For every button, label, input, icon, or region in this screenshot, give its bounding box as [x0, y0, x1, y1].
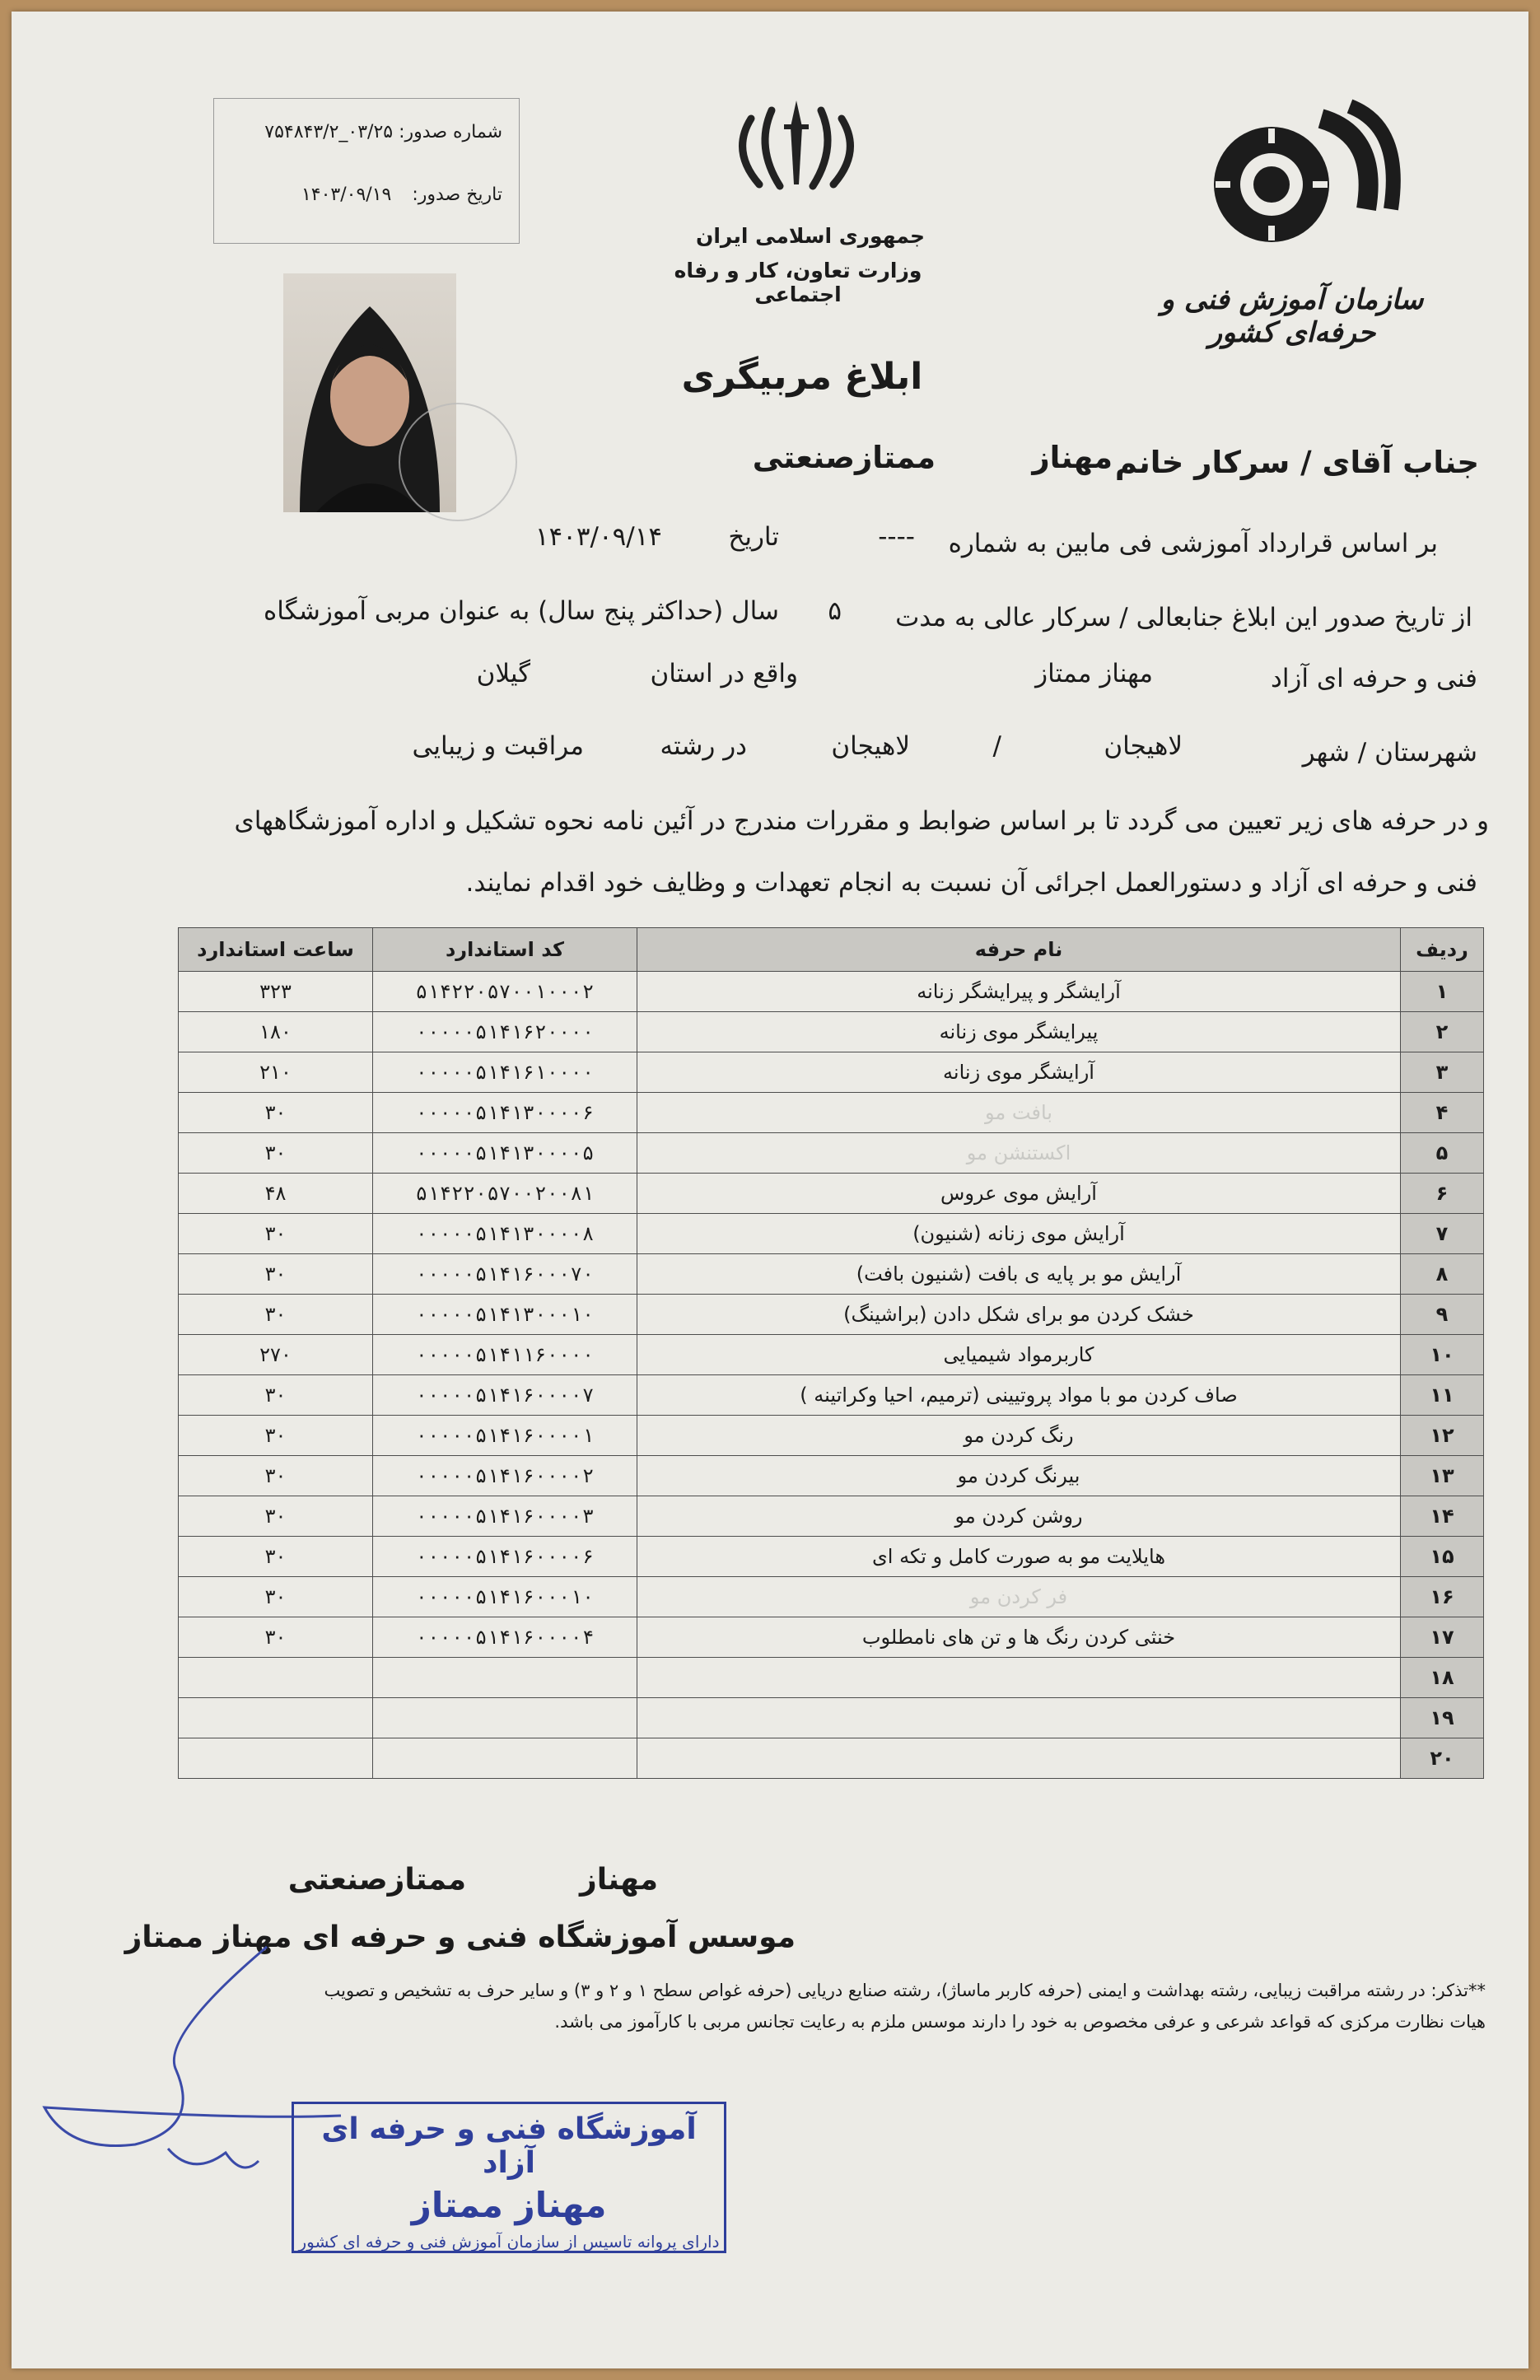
- iran-emblem-icon: [726, 94, 866, 201]
- standard-code: ۰۰۰۰۰۵۱۴۱۶۱۰۰۰۰: [373, 1052, 637, 1093]
- col-name-header: نام حرفه: [637, 928, 1401, 972]
- course-name: فر کردن مو: [637, 1577, 1401, 1617]
- standard-hours: ۳۰: [179, 1093, 373, 1133]
- course-name: رنگ کردن مو: [637, 1416, 1401, 1456]
- standard-code: ۰۰۰۰۰۵۱۴۱۳۰۰۰۰۸: [373, 1214, 637, 1254]
- course-name: صاف کردن مو با مواد پروتیینی (ترمیم، احیا وکراتینه ): [637, 1375, 1401, 1416]
- issue-date-value: ۱۴۰۳/۰۹/۱۹: [301, 184, 392, 205]
- field-label: در رشته: [660, 731, 747, 761]
- contract-date-value: ۱۴۰۳/۰۹/۱۴: [534, 522, 662, 552]
- col-row-header: ردیف: [1401, 928, 1484, 972]
- regulation-line-2: فنی و حرفه ای آزاد و دستورالعمل اجرائی آن نسبت به انجام تعهدات و وظایف خود اقدام نمایند.: [465, 868, 1477, 898]
- standard-code: ۰۰۰۰۰۵۱۴۱۳۰۰۰۰۶: [373, 1093, 637, 1133]
- table-row: [179, 1617, 1484, 1658]
- course-name: [637, 1738, 1401, 1779]
- course-name: آرایشگر موی زنانه: [637, 1052, 1401, 1093]
- gov-line-2: وزارت تعاون، کار و رفاه اجتماعی: [674, 259, 922, 306]
- course-name: [637, 1658, 1401, 1698]
- row-number: ۱۲: [1401, 1416, 1484, 1456]
- course-name: کاربرمواد شیمیایی: [637, 1335, 1401, 1375]
- course-name: آرایش مو بر پایه ی بافت (شنیون بافت): [637, 1254, 1401, 1295]
- table-row: [179, 1456, 1484, 1496]
- province-value: گیلان: [476, 659, 530, 688]
- course-name: خنثی کردن رنگ ها و تن های نامطلوب: [637, 1617, 1401, 1658]
- standard-code: ۰۰۰۰۰۵۱۴۱۶۰۰۰۰۴: [373, 1617, 637, 1658]
- standard-hours: ۴۸: [179, 1174, 373, 1214]
- standard-code: ۵۱۴۲۲۰۵۷۰۰۱۰۰۰۲: [373, 972, 637, 1012]
- contract-date-label: تاریخ: [728, 522, 779, 552]
- standard-code: ۰۰۰۰۰۵۱۴۱۳۰۰۰۱۰: [373, 1295, 637, 1335]
- gov-line-1: جمهوری اسلامی ایران: [696, 224, 925, 248]
- standard-hours: ۳۰: [179, 1375, 373, 1416]
- institute-label: فنی و حرفه ای آزاد: [1271, 664, 1477, 693]
- standard-hours: ۳۲۳: [179, 972, 373, 1012]
- institute-name: مهناز ممتاز: [1035, 659, 1153, 688]
- row-number: ۶: [1401, 1174, 1484, 1214]
- contract-number: ----: [878, 522, 915, 552]
- issue-number-value: ۰۳/۲۵_۷۵۴۸۴۳/۲: [264, 122, 394, 142]
- county-value: لاهیجان: [1104, 731, 1183, 761]
- row-number: ۱۴: [1401, 1496, 1484, 1537]
- row-number: ۱۸: [1401, 1658, 1484, 1698]
- standard-code: ۰۰۰۰۰۵۱۴۱۶۰۰۰۷۰: [373, 1254, 637, 1295]
- province-label: واقع در استان: [650, 659, 798, 688]
- tvto-name: سازمان آموزش فنی و حرفه‌ای کشور: [1160, 283, 1424, 349]
- course-name: روشن کردن مو: [637, 1496, 1401, 1537]
- row-number: ۱۳: [1401, 1456, 1484, 1496]
- regulation-line-1: و در حرفه های زیر تعیین می گردد تا بر اساس ضوابط و مقررات مندرج در آئین نامه نحوه تشکیل و اداره آموزشگاههای: [234, 806, 1489, 836]
- signer-first-name: مهناز: [580, 1863, 658, 1897]
- tvto-logo-icon: [1189, 86, 1403, 275]
- standard-hours: ۳۰: [179, 1456, 373, 1496]
- course-name: اکستنشن مو: [637, 1133, 1401, 1174]
- standard-code: ۰۰۰۰۰۵۱۴۱۶۰۰۰۰۶: [373, 1537, 637, 1577]
- standard-hours: ۳۰: [179, 1496, 373, 1537]
- col-hours-header: ساعت استاندارد: [179, 928, 373, 972]
- table-row: [179, 1133, 1484, 1174]
- stamp-line-1: آموزشگاه فنی و حرفه ای آزاد: [321, 2112, 697, 2180]
- table-row: [179, 1698, 1484, 1738]
- standard-code: [373, 1738, 637, 1779]
- table-body: [179, 972, 1484, 1779]
- row-number: ۸: [1401, 1254, 1484, 1295]
- table-row: [179, 1416, 1484, 1456]
- row-number: ۵: [1401, 1133, 1484, 1174]
- course-name: بافت مو: [637, 1093, 1401, 1133]
- founder-line: موسس آموزشگاه فنی و حرفه ای مهناز ممتاز: [124, 1920, 796, 1954]
- first-name: مهناز: [1032, 440, 1113, 475]
- row-number: ۲: [1401, 1012, 1484, 1052]
- row-number: ۷: [1401, 1214, 1484, 1254]
- row-number: ۱۱: [1401, 1375, 1484, 1416]
- standard-code: ۰۰۰۰۰۵۱۴۱۶۰۰۰۰۳: [373, 1496, 637, 1537]
- table-row: [179, 1214, 1484, 1254]
- field-value: مراقبت و زیبایی: [412, 731, 584, 761]
- photo-stamp: [399, 403, 517, 521]
- city-value: لاهیجان: [831, 731, 910, 761]
- institute-stamp: [292, 2102, 726, 2253]
- stamp-line-2: مهناز ممتاز: [411, 2185, 607, 2225]
- standard-hours: [179, 1738, 373, 1779]
- document-title: ابلاغ مربیگری: [681, 356, 923, 398]
- course-name: پیرایشگر موی زنانه: [637, 1012, 1401, 1052]
- signer-last-name: ممتازصنعتی: [287, 1863, 466, 1897]
- standard-code: ۰۰۰۰۰۵۱۴۱۶۰۰۰۰۷: [373, 1375, 637, 1416]
- footnote: **تذکر: در رشته مراقبت زیبایی، رشته بهداشت و ایمنی (حرفه کاربر ماساژ)، رشته صنایع دریایی (حرفه غواص سطح ۱ و ۲ و ۳) و سایر حرف به تشخیص و تصویب هیات نظارت مرکزی که قواعد شرعی و عرفی مخصوص به خود را دارند موسس ملزم به رعایت تجانس مربی با کارآموز می باشد.: [324, 1981, 1486, 2032]
- duration-suffix: سال (حداکثر پنج سال) به عنوان مربی آموزشگاه: [264, 596, 779, 626]
- course-name: هایلایت مو به صورت کامل و تکه ای: [637, 1537, 1401, 1577]
- table-row: [179, 1254, 1484, 1295]
- row-number: ۱۰: [1401, 1335, 1484, 1375]
- standard-code: ۰۰۰۰۰۵۱۴۱۶۲۰۰۰۰: [373, 1012, 637, 1052]
- table-row: [179, 1496, 1484, 1537]
- standard-code: ۰۰۰۰۰۵۱۴۱۳۰۰۰۰۵: [373, 1133, 637, 1174]
- table-row: [179, 1052, 1484, 1093]
- courses-table: [178, 927, 1484, 1779]
- standard-hours: ۳۰: [179, 1295, 373, 1335]
- table-row: [179, 1537, 1484, 1577]
- table-row: [179, 1093, 1484, 1133]
- standard-code: ۰۰۰۰۰۵۱۴۱۱۶۰۰۰۰: [373, 1335, 637, 1375]
- certificate-sheet: [12, 12, 1528, 2368]
- row-number: ۳: [1401, 1052, 1484, 1093]
- table-row: [179, 1738, 1484, 1779]
- table-row: [179, 1012, 1484, 1052]
- course-name: خشک کردن مو برای شکل دادن (براشینگ): [637, 1295, 1401, 1335]
- standard-hours: [179, 1658, 373, 1698]
- standard-hours: [179, 1698, 373, 1738]
- standard-hours: ۲۱۰: [179, 1052, 373, 1093]
- row-number: ۱۷: [1401, 1617, 1484, 1658]
- row-number: ۲۰: [1401, 1738, 1484, 1779]
- table-header-row: [179, 928, 1484, 972]
- standard-code: ۰۰۰۰۰۵۱۴۱۶۰۰۰۰۲: [373, 1456, 637, 1496]
- duration-value: ۵: [828, 596, 842, 626]
- table-row: [179, 1295, 1484, 1335]
- slash-separator: /: [992, 731, 1001, 761]
- course-name: آرایشگر و پیرایشگر زنانه: [637, 972, 1401, 1012]
- duration-text: از تاریخ صدور این ابلاغ جنابعالی / سرکار عالی به مدت: [895, 603, 1472, 632]
- salutation: جناب آقای / سرکار خانم: [1114, 445, 1479, 480]
- standard-hours: ۳۰: [179, 1537, 373, 1577]
- standard-hours: ۳۰: [179, 1254, 373, 1295]
- standard-hours: ۱۸۰: [179, 1012, 373, 1052]
- standard-code: ۰۰۰۰۰۵۱۴۱۶۰۰۰۱۰: [373, 1577, 637, 1617]
- issue-number-row: [264, 122, 502, 143]
- standard-hours: ۳۰: [179, 1577, 373, 1617]
- table-row: [179, 972, 1484, 1012]
- table-row: [179, 1577, 1484, 1617]
- col-code-header: کد استاندارد: [373, 928, 637, 972]
- table-row: [179, 1375, 1484, 1416]
- standard-code: [373, 1698, 637, 1738]
- standard-hours: ۳۰: [179, 1133, 373, 1174]
- stamp-line-3: دارای پروانه تاسیس از سازمان آموزش فنی و حرفه ای کشور: [298, 2232, 720, 2252]
- issue-info-box: [213, 98, 520, 244]
- county-label: شهرستان / شهر: [1302, 738, 1477, 768]
- table-row: [179, 1174, 1484, 1214]
- standard-hours: ۳۰: [179, 1214, 373, 1254]
- course-name: آرایش موی زنانه (شنیون): [637, 1214, 1401, 1254]
- standard-hours: ۳۰: [179, 1617, 373, 1658]
- table-row: [179, 1335, 1484, 1375]
- standard-code: [373, 1658, 637, 1698]
- issue-date-row: [301, 184, 502, 206]
- standard-code: ۵۱۴۲۲۰۵۷۰۰۲۰۰۸۱: [373, 1174, 637, 1214]
- standard-hours: ۳۰: [179, 1416, 373, 1456]
- course-name: آرایش موی عروس: [637, 1174, 1401, 1214]
- contract-text: بر اساس قرارداد آموزشی فی مابین به شماره: [948, 529, 1438, 558]
- issue-number-label: شماره صدور:: [399, 122, 502, 142]
- row-number: ۱: [1401, 972, 1484, 1012]
- last-name: ممتازصنعتی: [752, 440, 936, 475]
- row-number: ۱۹: [1401, 1698, 1484, 1738]
- row-number: ۹: [1401, 1295, 1484, 1335]
- row-number: ۱۶: [1401, 1577, 1484, 1617]
- issue-date-label: تاریخ صدور:: [412, 184, 502, 205]
- row-number: ۱۵: [1401, 1537, 1484, 1577]
- standard-hours: ۲۷۰: [179, 1335, 373, 1375]
- standard-code: ۰۰۰۰۰۵۱۴۱۶۰۰۰۰۱: [373, 1416, 637, 1456]
- course-name: بیرنگ کردن مو: [637, 1456, 1401, 1496]
- table-row: [179, 1658, 1484, 1698]
- course-name: [637, 1698, 1401, 1738]
- row-number: ۴: [1401, 1093, 1484, 1133]
